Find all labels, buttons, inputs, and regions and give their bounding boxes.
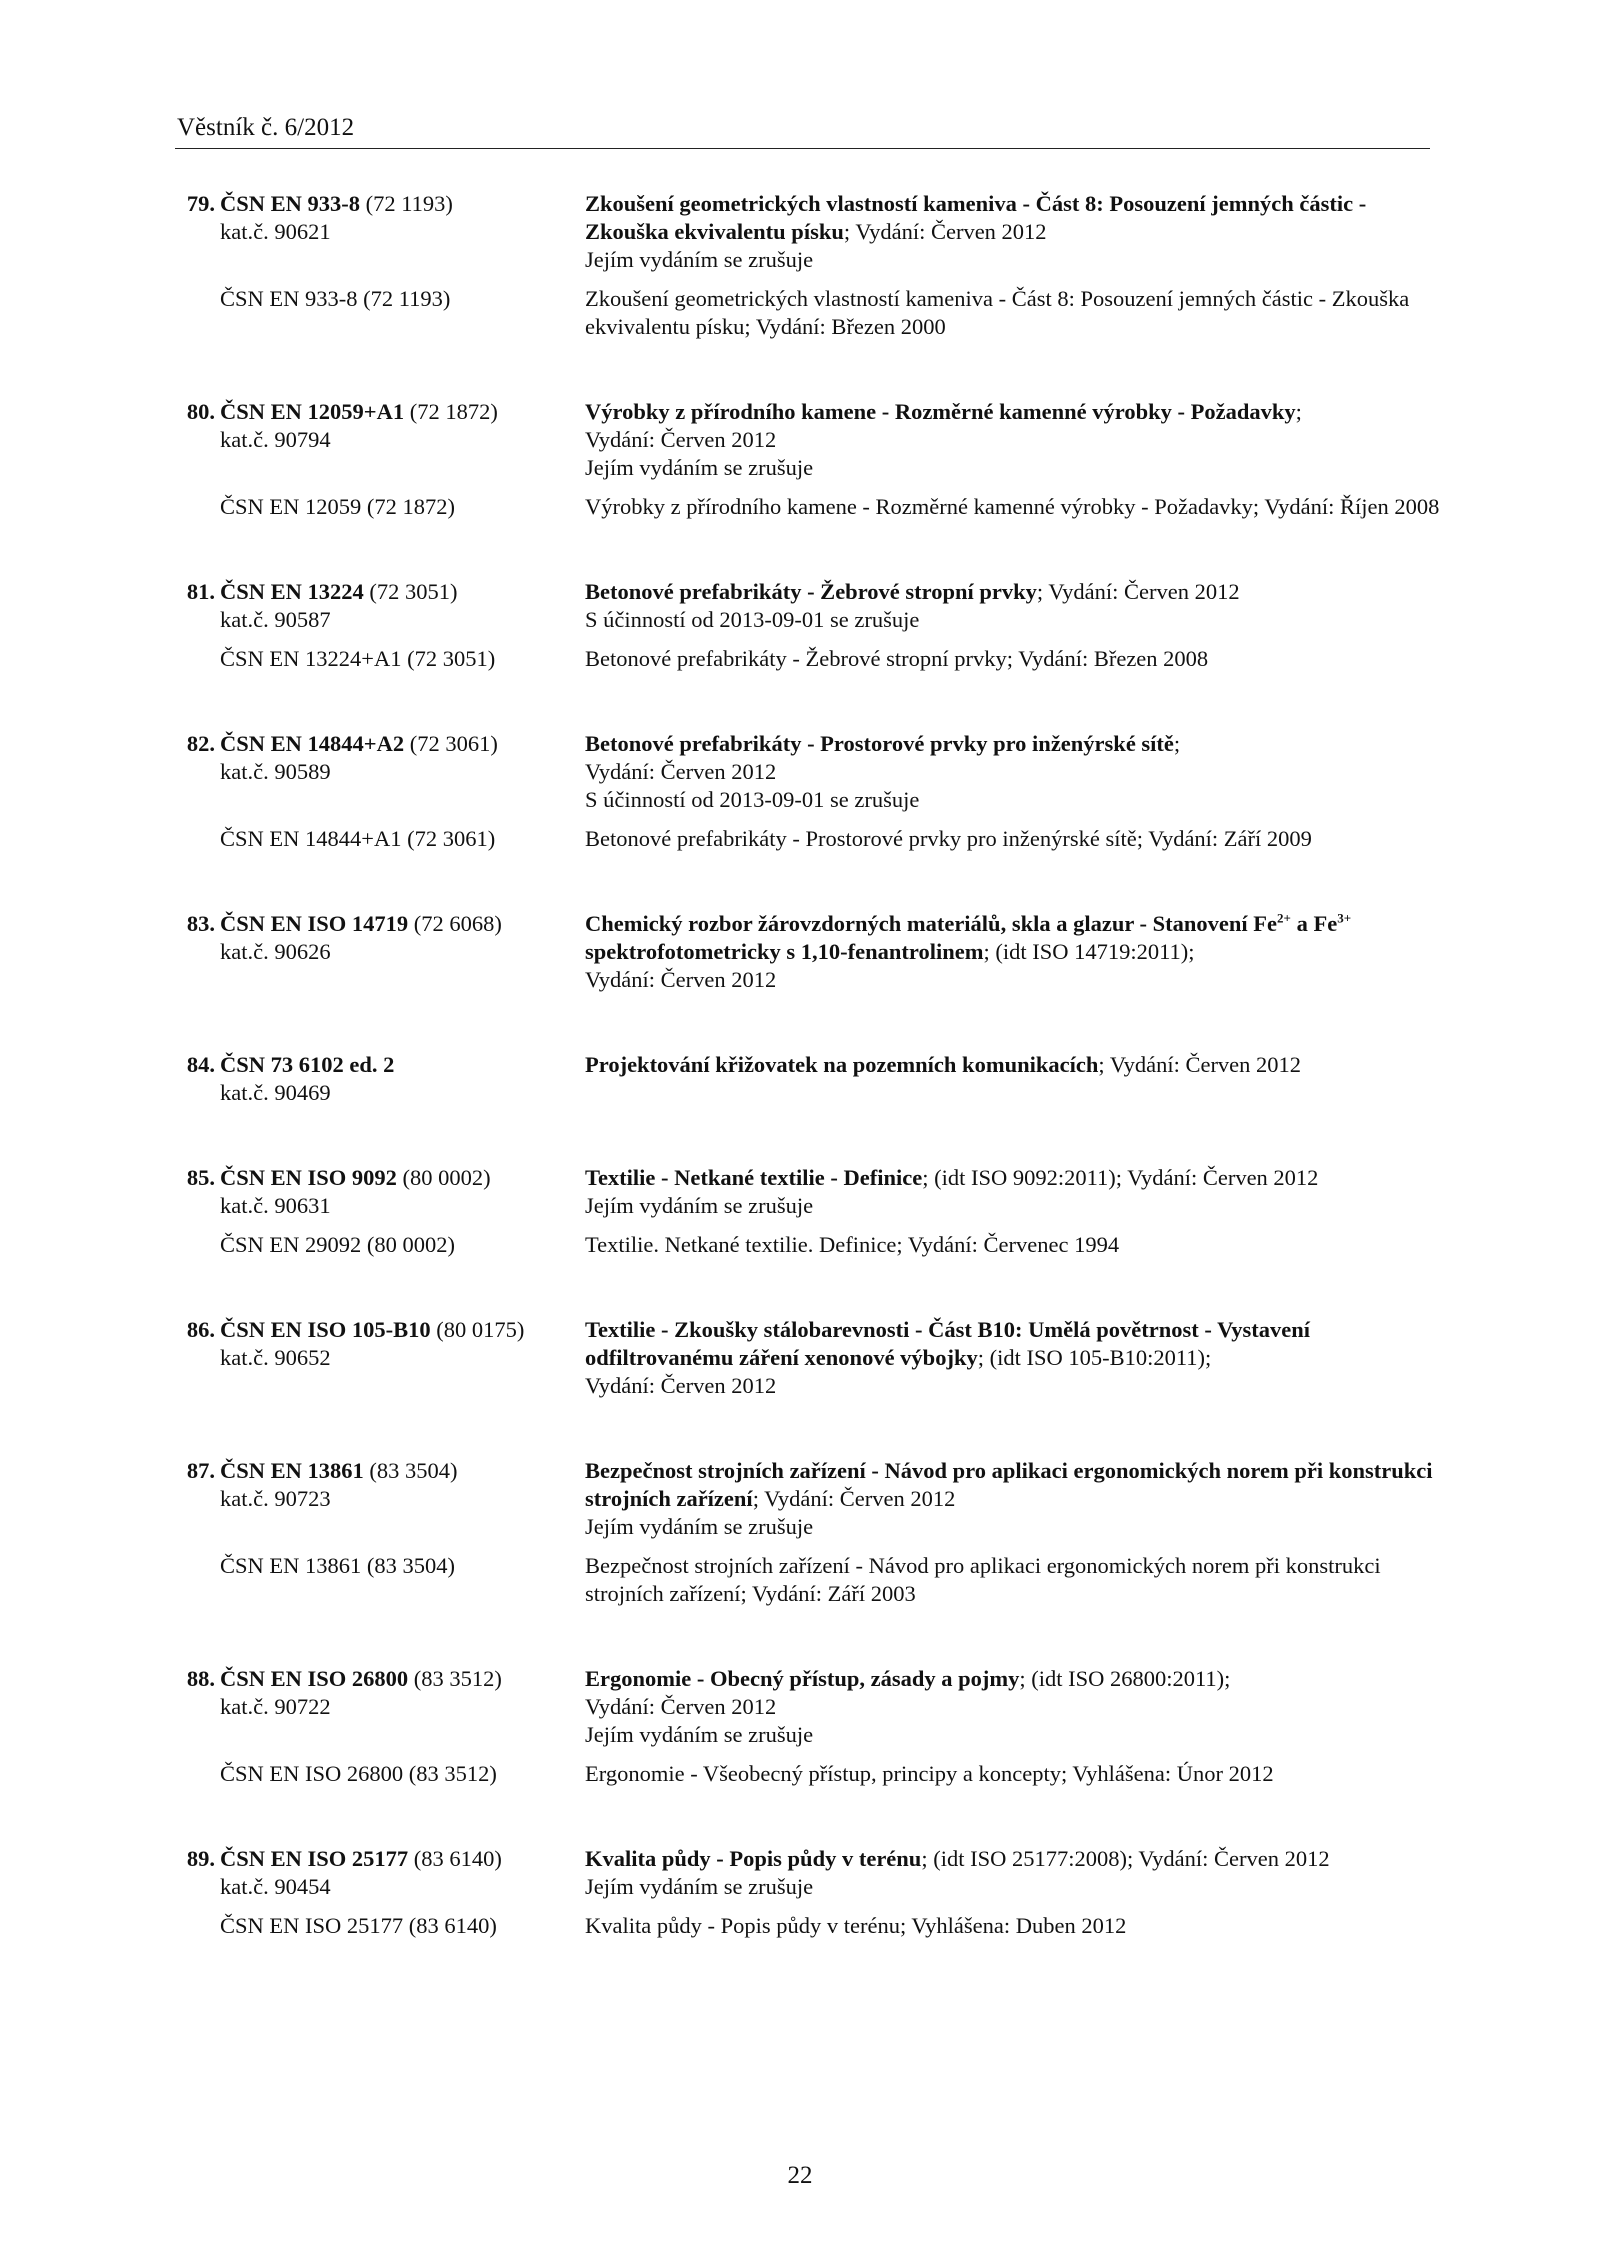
issue-info: ; Vydání: Červen 2012 — [752, 1486, 956, 1511]
standard-code: ČSN EN ISO 9092 — [220, 1165, 397, 1190]
replaced-title: Betonové prefabrikáty - Prostorové prvky pro inženýrské sítě; Vydání: Září 2009 — [585, 826, 1312, 851]
standard-entry — [175, 398, 1445, 482]
replaced-standard — [175, 493, 1445, 521]
replaced-standard — [175, 1552, 1445, 1608]
replaced-code: ČSN EN 933-8 (72 1193) — [220, 286, 451, 311]
withdrawal-note: Jejím vydáním se zrušuje — [585, 1514, 814, 1539]
entry-number: 82. — [186, 731, 215, 756]
classification: (72 3051) — [363, 579, 458, 604]
standard-title: Betonové prefabrikáty - Prostorové prvky pro inženýrské sítě — [585, 731, 1174, 756]
standard-title: Bezpečnost strojních zařízení - Návod pro aplikaci ergonomických norem při konstrukci strojních zařízení — [585, 1458, 1433, 1511]
replaced-standard — [175, 1760, 1445, 1788]
standard-code: ČSN EN 12059+A1 — [220, 399, 405, 424]
standard-title: Výrobky z přírodního kamene - Rozměrné kamenné výrobky - Požadavky — [585, 399, 1296, 424]
replaced-standard — [175, 1912, 1445, 1940]
entry-number: 86. — [186, 1317, 215, 1342]
entry-number: 85. — [186, 1165, 215, 1190]
issue-info: ; Vydání: Červen 2012 — [1036, 579, 1240, 604]
standard-code: ČSN EN ISO 105-B10 — [220, 1317, 431, 1342]
issue-info: ; (idt ISO 26800:2011); — [1019, 1666, 1231, 1691]
issue-info: ; Vydání: Červen 2012 — [843, 219, 1047, 244]
standard-title: Ergonomie - Obecný přístup, zásady a pojmy — [585, 1666, 1020, 1691]
entry-number: 87. — [186, 1458, 215, 1483]
standard-entry — [175, 578, 1445, 634]
catalog-number: kat.č. 90723 — [220, 1486, 331, 1511]
standard-title: Textilie - Zkoušky stálobarevnosti - Část B10: Umělá povětrnost - Vystavení odfiltrovanému záření xenonové výbojky — [585, 1317, 1311, 1370]
catalog-number: kat.č. 90631 — [220, 1193, 331, 1218]
withdrawal-note: Jejím vydáním se zrušuje — [585, 1874, 814, 1899]
standard-title-cont: spektrofotometricky s 1,10-fenantrolinem — [585, 939, 984, 964]
superscript: 3+ — [1337, 910, 1352, 926]
replaced-code: ČSN EN ISO 25177 (83 6140) — [220, 1913, 497, 1938]
replaced-standard — [175, 285, 1445, 341]
standard-title: Projektování křižovatek na pozemních komunikacích — [585, 1052, 1099, 1077]
entry-number: 83. — [186, 911, 215, 936]
issue-date: Vydání: Červen 2012 — [585, 1373, 777, 1398]
issue-info: ; (idt ISO 14719:2011); — [983, 939, 1195, 964]
classification: (83 3512) — [408, 1666, 502, 1691]
withdrawal-note: Jejím vydáním se zrušuje — [585, 1722, 814, 1747]
standard-code: ČSN EN 14844+A2 — [220, 731, 405, 756]
entry-number: 80. — [186, 399, 215, 424]
replaced-title: Textilie. Netkané textilie. Definice; Vydání: Červenec 1994 — [585, 1232, 1120, 1257]
catalog-number: kat.č. 90722 — [220, 1694, 331, 1719]
standard-title: Betonové prefabrikáty - Žebrové stropní prvky — [585, 579, 1037, 604]
catalog-number: kat.č. 90652 — [220, 1345, 331, 1370]
issue-date: Vydání: Červen 2012 — [585, 427, 777, 452]
page-header — [175, 112, 1430, 149]
issue-date: Vydání: Červen 2012 — [585, 967, 777, 992]
replaced-code: ČSN EN 12059 (72 1872) — [220, 494, 455, 519]
replaced-title: Bezpečnost strojních zařízení - Návod pro aplikaci ergonomických norem při konstrukci strojních zařízení; Vydání: Září 2003 — [585, 1553, 1381, 1606]
replaced-code: ČSN EN 13224+A1 (72 3051) — [220, 646, 496, 671]
classification: (83 6140) — [408, 1846, 502, 1871]
entry-number: 79. — [186, 191, 215, 216]
standard-entry — [175, 1457, 1445, 1541]
standard-entry — [175, 910, 1445, 994]
entry-number: 84. — [186, 1052, 215, 1077]
standard-entry — [175, 190, 1445, 274]
catalog-number: kat.č. 90454 — [220, 1874, 331, 1899]
withdrawal-note: Jejím vydáním se zrušuje — [585, 1193, 814, 1218]
standard-code: ČSN EN 933-8 — [220, 191, 361, 216]
classification: (80 0002) — [396, 1165, 491, 1190]
classification: (72 1872) — [404, 399, 498, 424]
catalog-number: kat.č. 90794 — [220, 427, 331, 452]
standard-code: ČSN EN 13224 — [220, 579, 364, 604]
entry-number: 89. — [186, 1846, 215, 1871]
replaced-title: Výrobky z přírodního kamene - Rozměrné kamenné výrobky - Požadavky; Vydání: Říjen 2008 — [585, 494, 1440, 519]
standard-code: ČSN EN 13861 — [220, 1458, 364, 1483]
classification: (83 3504) — [363, 1458, 458, 1483]
standard-entry — [175, 730, 1445, 814]
page-number: 22 — [787, 2162, 813, 2189]
issue-info: ; — [1173, 731, 1181, 756]
catalog-number: kat.č. 90621 — [220, 219, 331, 244]
entry-number: 88. — [186, 1666, 215, 1691]
issue-info: ; Vydání: Červen 2012 — [1098, 1052, 1302, 1077]
replaced-title: Ergonomie - Všeobecný přístup, principy a koncepty; Vyhlášena: Únor 2012 — [585, 1761, 1274, 1786]
standard-title-cont: a Fe — [1290, 911, 1338, 936]
superscript: 2+ — [1277, 910, 1291, 926]
standard-code: ČSN EN ISO 25177 — [220, 1846, 409, 1871]
standard-entry — [175, 1316, 1445, 1400]
standard-code: ČSN EN ISO 14719 — [220, 911, 409, 936]
standard-entry — [175, 1164, 1445, 1220]
standard-code: ČSN EN ISO 26800 — [220, 1666, 409, 1691]
replaced-code: ČSN EN 14844+A1 (72 3061) — [220, 826, 496, 851]
entry-number: 81. — [186, 579, 215, 604]
standard-title: Textilie - Netkané textilie - Definice — [585, 1165, 923, 1190]
withdrawal-note: Jejím vydáním se zrušuje — [585, 455, 814, 480]
replaced-title: Betonové prefabrikáty - Žebrové stropní prvky; Vydání: Březen 2008 — [585, 646, 1209, 671]
classification: (72 6068) — [408, 911, 502, 936]
issue-info: ; (idt ISO 25177:2008); Vydání: Červen 2012 — [921, 1846, 1330, 1871]
standard-entry — [175, 1665, 1445, 1749]
standard-title: Kvalita půdy - Popis půdy v terénu — [585, 1846, 922, 1871]
catalog-number: kat.č. 90626 — [220, 939, 331, 964]
withdrawal-note: S účinností od 2013-09-01 se zrušuje — [585, 607, 920, 632]
classification: (72 1193) — [360, 191, 453, 216]
issue-info: ; — [1295, 399, 1302, 424]
catalog-number: kat.č. 90469 — [220, 1080, 331, 1105]
standards-list — [175, 190, 1445, 1940]
catalog-number: kat.č. 90589 — [220, 759, 331, 784]
replaced-standard — [175, 1231, 1445, 1259]
withdrawal-note: S účinností od 2013-09-01 se zrušuje — [585, 787, 920, 812]
standard-title: Chemický rozbor žárovzdorných materiálů, skla a glazur - Stanovení Fe — [585, 911, 1278, 936]
issue-date: Vydání: Červen 2012 — [585, 759, 777, 784]
issue-info: ; (idt ISO 105-B10:2011); — [977, 1345, 1212, 1370]
replaced-standard — [175, 645, 1445, 673]
classification: (72 3061) — [404, 731, 498, 756]
replaced-code: ČSN EN 29092 (80 0002) — [220, 1232, 455, 1257]
standard-entry — [175, 1051, 1445, 1107]
replaced-code: ČSN EN ISO 26800 (83 3512) — [220, 1761, 497, 1786]
issue-info: ; (idt ISO 9092:2011); Vydání: Červen 2012 — [922, 1165, 1319, 1190]
catalog-number: kat.č. 90587 — [220, 607, 331, 632]
standard-title: Zkoušení geometrických vlastností kameniva - Část 8: Posouzení jemných částic - Zkouška ekvivalentu písku — [585, 191, 1367, 244]
withdrawal-note: Jejím vydáním se zrušuje — [585, 247, 814, 272]
standard-code: ČSN 73 6102 ed. 2 — [220, 1052, 395, 1077]
replaced-code: ČSN EN 13861 (83 3504) — [220, 1553, 455, 1578]
replaced-title: Kvalita půdy - Popis půdy v terénu; Vyhlášena: Duben 2012 — [585, 1913, 1127, 1938]
replaced-title: Zkoušení geometrických vlastností kameniva - Část 8: Posouzení jemných částic - Zkouška ekvivalentu písku; Vydání: Březen 2000 — [585, 286, 1410, 339]
issue-date: Vydání: Červen 2012 — [585, 1694, 777, 1719]
replaced-standard — [175, 825, 1445, 853]
classification: (80 0175) — [430, 1317, 525, 1342]
journal-title: Věstník č. 6/2012 — [177, 114, 355, 141]
standard-entry — [175, 1845, 1445, 1901]
